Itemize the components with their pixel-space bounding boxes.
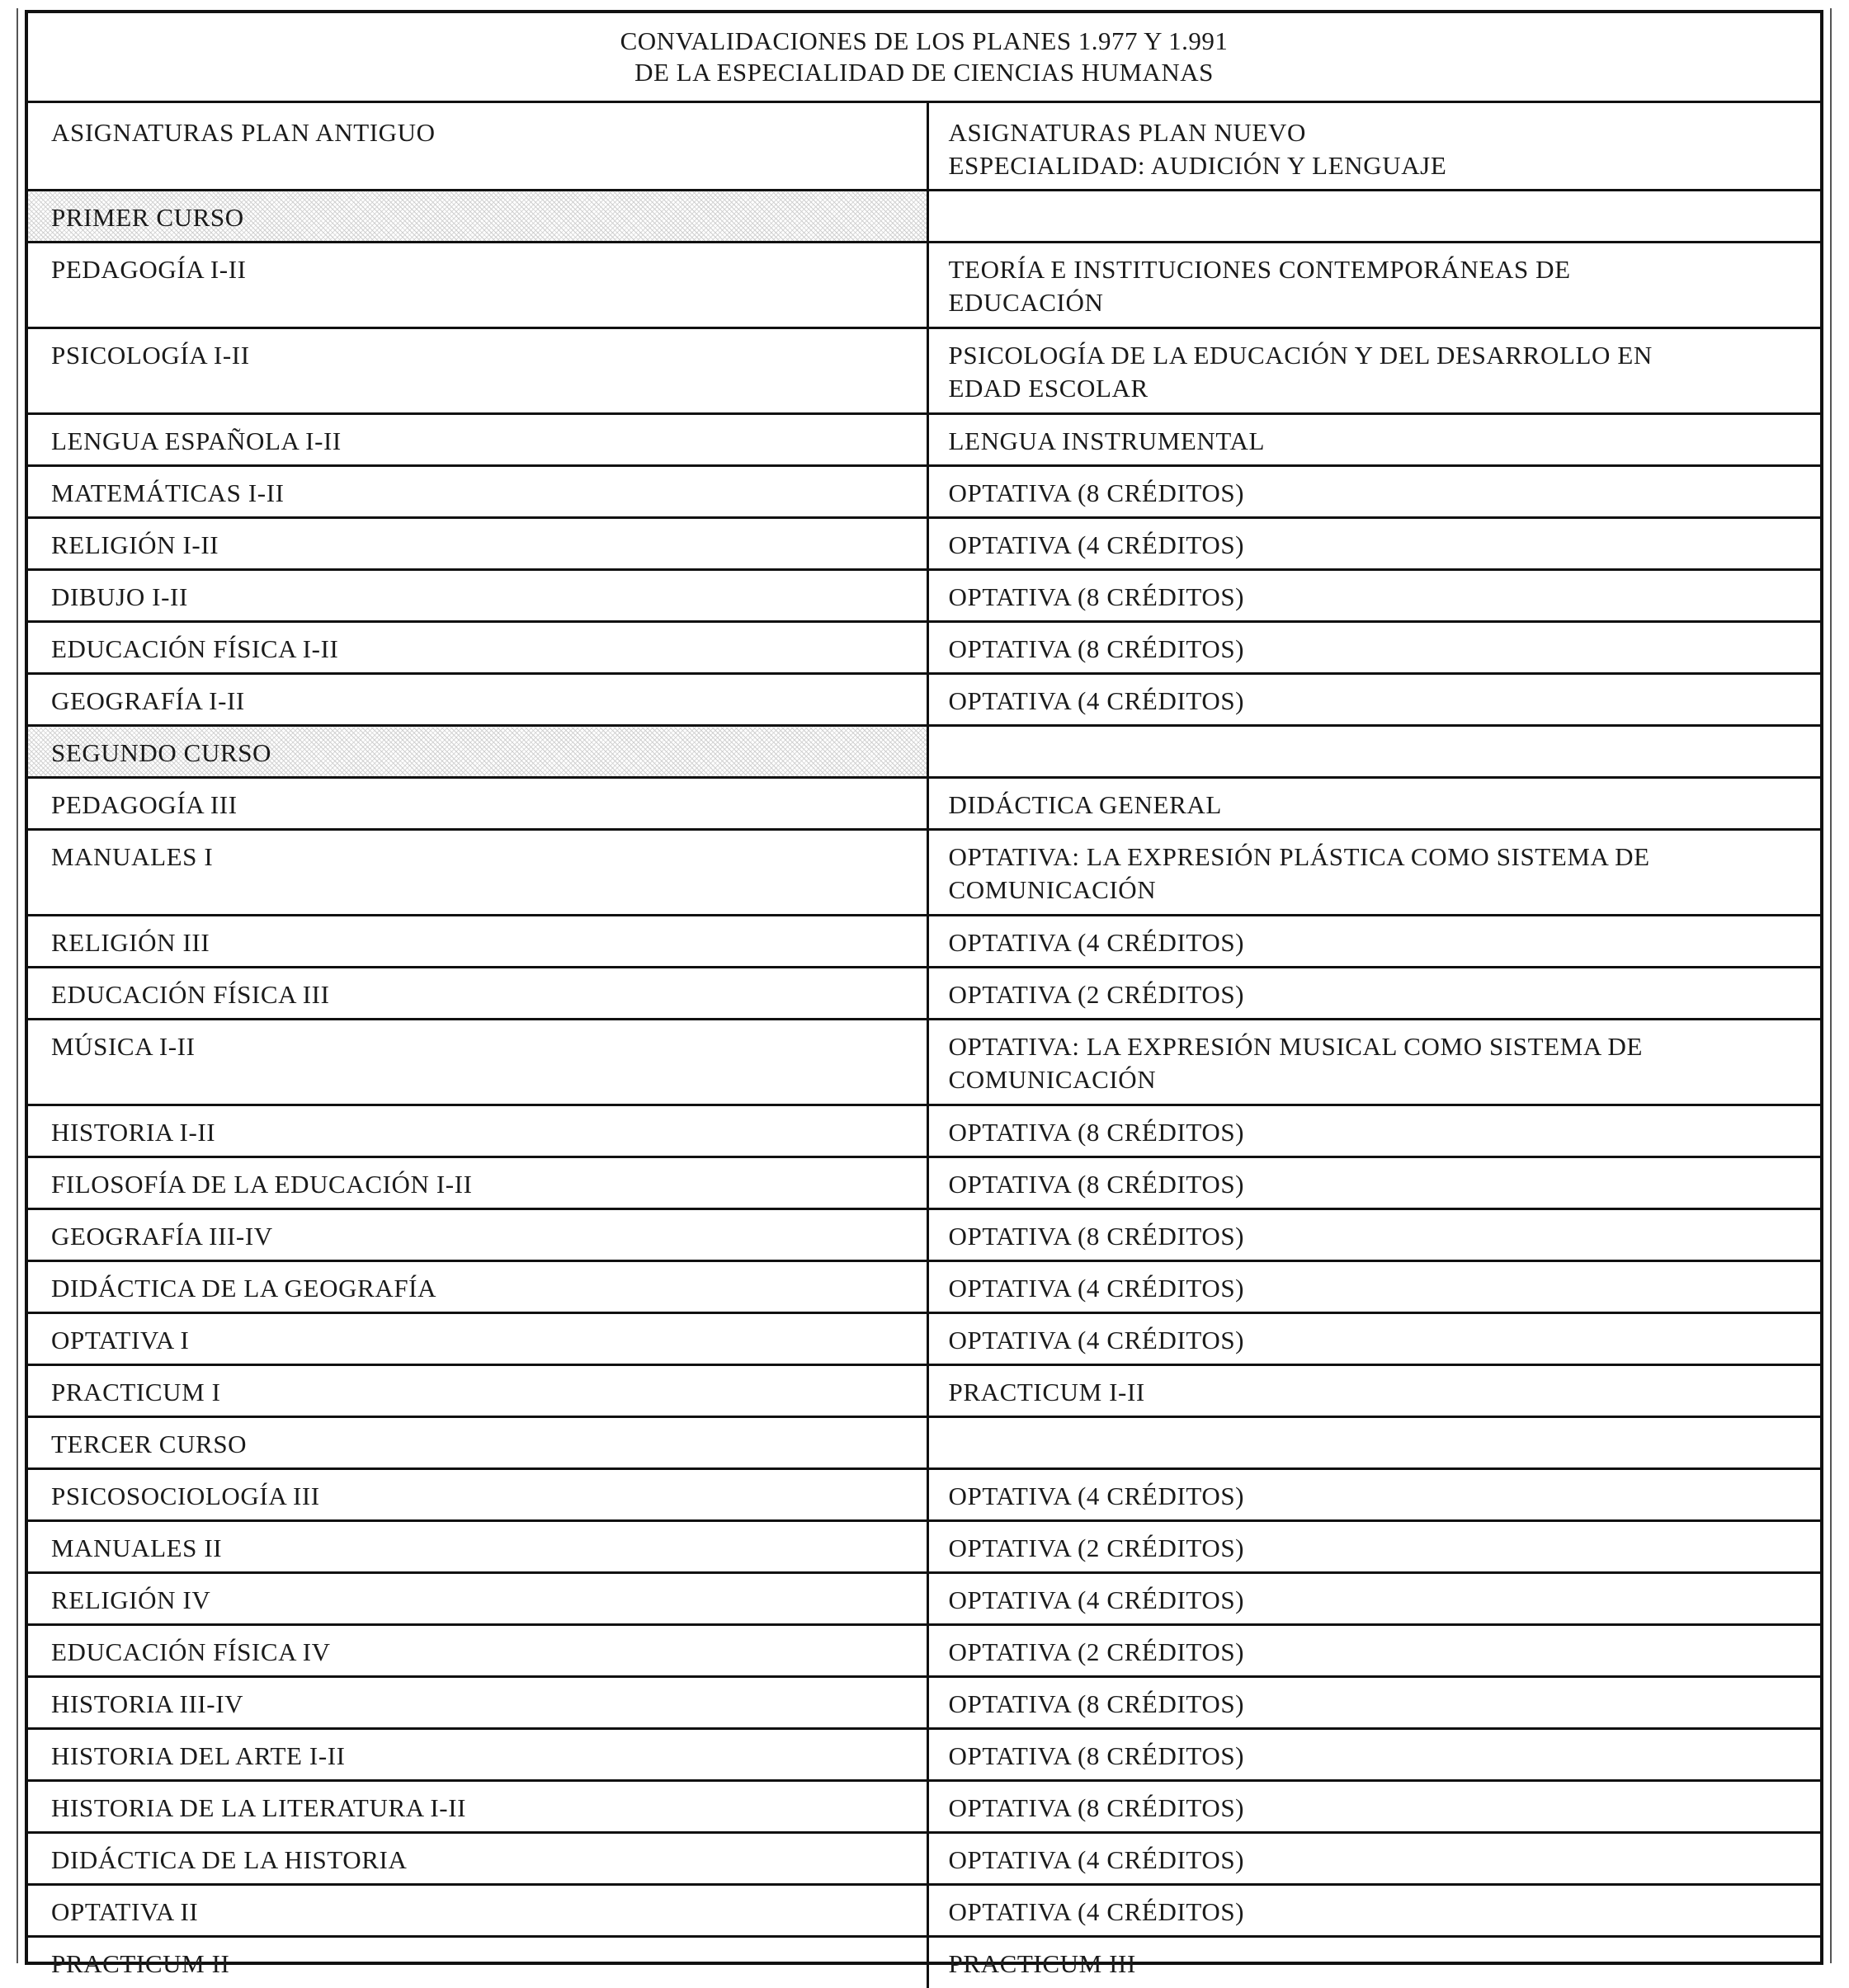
old-plan-cell xyxy=(28,414,927,466)
table-row xyxy=(28,1020,1820,1105)
table-row xyxy=(28,1209,1820,1261)
header-specialty-label: ESPECIALIDAD: AUDICIÓN Y LENGUAJE xyxy=(948,151,1447,180)
old-plan-cell xyxy=(28,1833,927,1885)
table-row xyxy=(28,1521,1820,1573)
new-plan-cell xyxy=(927,1521,1820,1573)
old-plan-cell xyxy=(28,1261,927,1313)
table-row xyxy=(28,830,1820,916)
table-row xyxy=(28,1157,1820,1209)
table-row xyxy=(28,1105,1820,1157)
new-plan-subject: OPTATIVA (8 CRÉDITOS) xyxy=(948,1793,1245,1822)
old-plan-subject: MANUALES II xyxy=(51,1533,223,1562)
table-row xyxy=(28,1261,1820,1313)
old-plan-subject: OPTATIVA II xyxy=(51,1897,199,1926)
new-plan-cell xyxy=(927,1729,1820,1781)
old-plan-cell xyxy=(28,830,927,916)
new-plan-cell xyxy=(927,1313,1820,1365)
new-plan-cell xyxy=(927,1209,1820,1261)
new-plan-cell xyxy=(927,1573,1820,1625)
new-plan-subject: OPTATIVA (8 CRÉDITOS) xyxy=(948,1689,1245,1718)
new-plan-subject-continued: EDUCACIÓN xyxy=(948,288,1104,317)
new-plan-cell xyxy=(927,1833,1820,1885)
section-row xyxy=(28,1417,1820,1469)
old-plan-cell xyxy=(28,1365,927,1417)
old-plan-cell xyxy=(28,518,927,570)
new-plan-subject: OPTATIVA: LA EXPRESIÓN PLÁSTICA COMO SISTEMA DE xyxy=(948,842,1650,871)
new-plan-subject: OPTATIVA (8 CRÉDITOS) xyxy=(948,478,1245,507)
old-plan-subject: HISTORIA DE LA LITERATURA I-II xyxy=(51,1793,467,1822)
table-row xyxy=(28,328,1820,414)
new-plan-subject: OPTATIVA (4 CRÉDITOS) xyxy=(948,686,1245,715)
new-plan-subject: OPTATIVA (4 CRÉDITOS) xyxy=(948,1482,1245,1510)
header-new-plan xyxy=(927,103,1820,191)
old-plan-subject: RELIGIÓN III xyxy=(51,928,210,957)
table-row xyxy=(28,1573,1820,1625)
old-plan-subject: RELIGIÓN IV xyxy=(51,1585,211,1614)
table-row xyxy=(28,1781,1820,1833)
new-plan-subject-continued: COMUNICACIÓN xyxy=(948,1065,1157,1094)
new-plan-cell xyxy=(927,1937,1820,1988)
old-plan-cell xyxy=(28,1209,927,1261)
old-plan-subject: HISTORIA III-IV xyxy=(51,1689,244,1718)
new-plan-subject: PSICOLOGÍA DE LA EDUCACIÓN Y DEL DESARROLLO EN xyxy=(948,341,1653,370)
new-plan-subject: OPTATIVA (8 CRÉDITOS) xyxy=(948,1118,1245,1147)
new-plan-subject: OPTATIVA (4 CRÉDITOS) xyxy=(948,1897,1245,1926)
new-plan-cell xyxy=(927,778,1820,830)
old-plan-subject: LENGUA ESPAÑOLA I-II xyxy=(51,426,342,455)
old-plan-subject: MÚSICA I-II xyxy=(51,1032,196,1061)
table-row xyxy=(28,570,1820,622)
old-plan-subject: RELIGIÓN I-II xyxy=(51,530,219,559)
new-plan-subject: OPTATIVA (4 CRÉDITOS) xyxy=(948,1274,1245,1303)
old-plan-subject: PRACTICUM II xyxy=(51,1949,230,1978)
old-plan-subject: DIDÁCTICA DE LA GEOGRAFÍA xyxy=(51,1274,437,1303)
new-plan-subject: OPTATIVA (4 CRÉDITOS) xyxy=(948,1845,1245,1874)
convalidation-table xyxy=(28,103,1820,1988)
old-plan-cell xyxy=(28,778,927,830)
table-row xyxy=(28,466,1820,518)
new-plan-cell xyxy=(927,1261,1820,1313)
table-row xyxy=(28,1833,1820,1885)
old-plan-cell xyxy=(28,1729,927,1781)
new-plan-cell xyxy=(927,622,1820,674)
old-plan-subject: EDUCACIÓN FÍSICA I-II xyxy=(51,634,339,663)
table-row xyxy=(28,968,1820,1020)
new-plan-subject: PRACTICUM I-II xyxy=(948,1378,1145,1406)
new-plan-cell xyxy=(927,1677,1820,1729)
table-row xyxy=(28,674,1820,726)
old-plan-cell xyxy=(28,1521,927,1573)
old-plan-subject: PSICOSOCIOLOGÍA III xyxy=(51,1482,320,1510)
old-plan-subject: EDUCACIÓN FÍSICA III xyxy=(51,980,330,1009)
old-plan-subject: TERCER CURSO xyxy=(51,1430,248,1458)
table-row xyxy=(28,1469,1820,1521)
new-plan-subject: OPTATIVA (8 CRÉDITOS) xyxy=(948,582,1245,611)
header-old-plan-label: ASIGNATURAS PLAN ANTIGUO xyxy=(51,118,436,147)
old-plan-subject: OPTATIVA I xyxy=(51,1326,190,1354)
old-plan-subject: GEOGRAFÍA I-II xyxy=(51,686,245,715)
table-row xyxy=(28,1625,1820,1677)
old-plan-cell xyxy=(28,466,927,518)
document-page xyxy=(25,10,1823,1978)
new-plan-subject: OPTATIVA (8 CRÉDITOS) xyxy=(948,1170,1245,1199)
new-plan-cell xyxy=(927,1625,1820,1677)
old-plan-subject: MATEMÁTICAS I-II xyxy=(51,478,285,507)
new-plan-subject: OPTATIVA (8 CRÉDITOS) xyxy=(948,1222,1245,1251)
old-plan-subject: SEGUNDO CURSO xyxy=(51,738,272,767)
new-plan-cell xyxy=(927,414,1820,466)
new-plan-cell xyxy=(927,726,1820,778)
table-row xyxy=(28,1313,1820,1365)
new-plan-cell xyxy=(927,1469,1820,1521)
old-plan-subject: PRACTICUM I xyxy=(51,1378,221,1406)
new-plan-cell xyxy=(927,1365,1820,1417)
new-plan-cell xyxy=(927,1417,1820,1469)
new-plan-cell xyxy=(927,1885,1820,1937)
old-plan-cell xyxy=(28,570,927,622)
table-row xyxy=(28,1885,1820,1937)
old-plan-subject: HISTORIA I-II xyxy=(51,1118,216,1147)
new-plan-subject: OPTATIVA (4 CRÉDITOS) xyxy=(948,530,1245,559)
old-plan-cell xyxy=(28,1677,927,1729)
old-plan-subject: PEDAGOGÍA I-II xyxy=(51,255,247,284)
old-plan-subject: MANUALES I xyxy=(51,842,214,871)
new-plan-subject: OPTATIVA (2 CRÉDITOS) xyxy=(948,980,1245,1009)
title-line-2: DE LA ESPECIALIDAD DE CIENCIAS HUMANAS xyxy=(634,58,1214,87)
old-plan-subject: PEDAGOGÍA III xyxy=(51,790,238,819)
old-plan-cell xyxy=(28,916,927,968)
new-plan-cell xyxy=(927,1020,1820,1105)
old-plan-cell xyxy=(28,1937,927,1988)
new-plan-cell xyxy=(927,570,1820,622)
new-plan-cell xyxy=(927,1105,1820,1157)
table-row xyxy=(28,778,1820,830)
table-row xyxy=(28,1677,1820,1729)
new-plan-cell xyxy=(927,191,1820,243)
new-plan-subject-continued: COMUNICACIÓN xyxy=(948,875,1157,904)
table-row xyxy=(28,916,1820,968)
new-plan-subject: PRACTICUM III xyxy=(948,1949,1136,1978)
new-plan-cell xyxy=(927,466,1820,518)
old-plan-subject: PSICOLOGÍA I-II xyxy=(51,341,250,370)
document-title xyxy=(28,13,1820,103)
new-plan-subject-continued: EDAD ESCOLAR xyxy=(948,374,1149,403)
old-plan-subject: DIDÁCTICA DE LA HISTORIA xyxy=(51,1845,408,1874)
old-plan-subject: GEOGRAFÍA III-IV xyxy=(51,1222,273,1251)
old-plan-subject: HISTORIA DEL ARTE I-II xyxy=(51,1741,346,1770)
new-plan-subject: OPTATIVA: LA EXPRESIÓN MUSICAL COMO SISTEMA DE xyxy=(948,1032,1644,1061)
old-plan-subject: DIBUJO I-II xyxy=(51,582,188,611)
table-row xyxy=(28,414,1820,466)
new-plan-cell xyxy=(927,830,1820,916)
new-plan-subject: OPTATIVA (8 CRÉDITOS) xyxy=(948,1741,1245,1770)
new-plan-subject: OPTATIVA (2 CRÉDITOS) xyxy=(948,1533,1245,1562)
old-plan-cell xyxy=(28,1313,927,1365)
old-plan-cell xyxy=(28,1573,927,1625)
new-plan-cell xyxy=(927,968,1820,1020)
new-plan-subject: OPTATIVA (8 CRÉDITOS) xyxy=(948,634,1245,663)
old-plan-cell xyxy=(28,243,927,328)
new-plan-subject: DIDÁCTICA GENERAL xyxy=(948,790,1222,819)
header-old-plan xyxy=(28,103,927,191)
new-plan-subject: LENGUA INSTRUMENTAL xyxy=(948,426,1265,455)
new-plan-subject: OPTATIVA (4 CRÉDITOS) xyxy=(948,928,1245,957)
title-line-1: CONVALIDACIONES DE LOS PLANES 1.977 Y 1.991 xyxy=(620,26,1229,55)
old-plan-subject: FILOSOFÍA DE LA EDUCACIÓN I-II xyxy=(51,1170,473,1199)
old-plan-cell xyxy=(28,1157,927,1209)
new-plan-cell xyxy=(927,674,1820,726)
section-row xyxy=(28,726,1820,778)
new-plan-cell xyxy=(927,1781,1820,1833)
new-plan-cell xyxy=(927,916,1820,968)
old-plan-cell xyxy=(28,1417,927,1469)
old-plan-cell xyxy=(28,968,927,1020)
section-row xyxy=(28,191,1820,243)
table-row xyxy=(28,518,1820,570)
table-row xyxy=(28,1729,1820,1781)
old-plan-cell xyxy=(28,1469,927,1521)
old-plan-cell xyxy=(28,1105,927,1157)
table-row xyxy=(28,1365,1820,1417)
new-plan-cell xyxy=(927,1157,1820,1209)
old-plan-cell xyxy=(28,674,927,726)
header-new-plan-label: ASIGNATURAS PLAN NUEVO xyxy=(948,118,1306,147)
new-plan-cell xyxy=(927,328,1820,414)
old-plan-cell xyxy=(28,328,927,414)
new-plan-subject: TEORÍA E INSTITUCIONES CONTEMPORÁNEAS DE xyxy=(948,255,1571,284)
old-plan-subject: EDUCACIÓN FÍSICA IV xyxy=(51,1637,331,1666)
new-plan-subject: OPTATIVA (4 CRÉDITOS) xyxy=(948,1585,1245,1614)
new-plan-cell xyxy=(927,243,1820,328)
new-plan-cell xyxy=(927,518,1820,570)
old-plan-cell xyxy=(28,726,927,778)
old-plan-cell xyxy=(28,622,927,674)
table-header-row xyxy=(28,103,1820,191)
old-plan-cell xyxy=(28,1625,927,1677)
old-plan-cell xyxy=(28,1781,927,1833)
old-plan-cell xyxy=(28,1020,927,1105)
new-plan-subject: OPTATIVA (2 CRÉDITOS) xyxy=(948,1637,1245,1666)
table-row xyxy=(28,243,1820,328)
table-row xyxy=(28,622,1820,674)
table-row xyxy=(28,1937,1820,1988)
new-plan-subject: OPTATIVA (4 CRÉDITOS) xyxy=(948,1326,1245,1354)
old-plan-subject: PRIMER CURSO xyxy=(51,203,244,232)
old-plan-cell xyxy=(28,1885,927,1937)
old-plan-cell xyxy=(28,191,927,243)
